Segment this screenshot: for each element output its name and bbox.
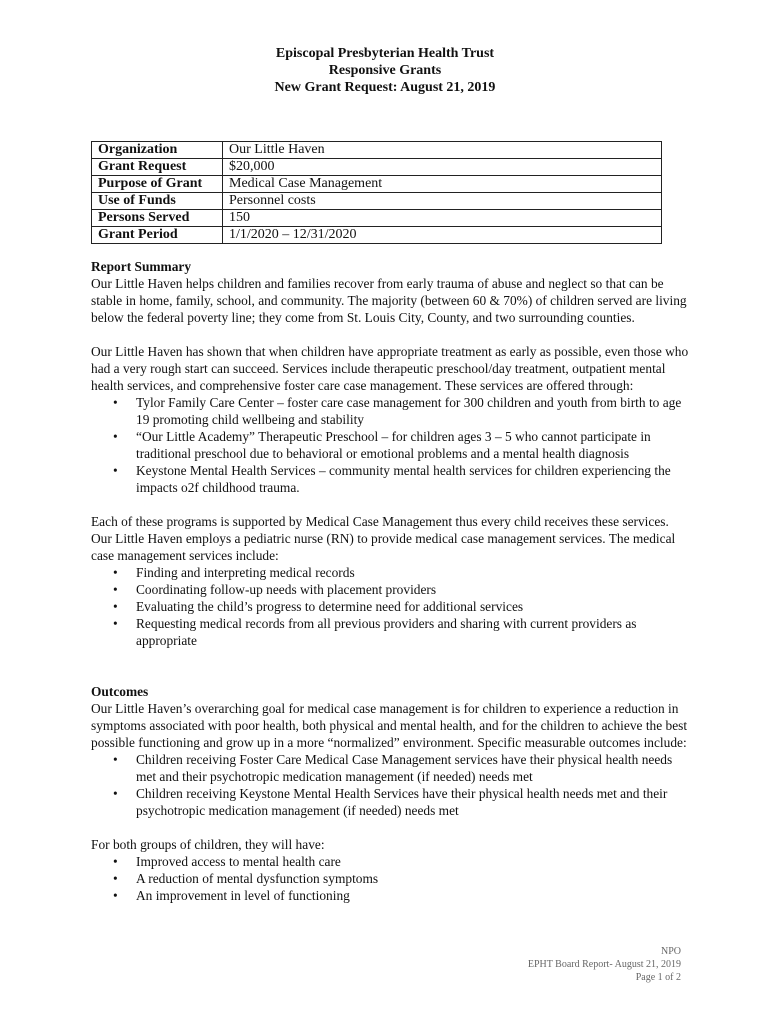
row-label: Grant Period <box>92 227 223 244</box>
bullet-icon: • <box>113 463 118 478</box>
list-item-text: An improvement in level of functioning <box>136 888 350 903</box>
bullet-icon: • <box>113 616 118 631</box>
row-value: Personnel costs <box>223 193 662 210</box>
list-item <box>91 615 691 649</box>
page-number <box>528 971 681 984</box>
bullet-icon: • <box>113 429 118 444</box>
outcomes-paragraph-1: Our Little Haven’s overarching goal for medical case management is for children to experience a reduction in symptoms associated with poor health, both physical and mental health, and for the children to achieve the best possible functioning and grow up in a more “normalized” environment. Specific measurable outcomes include: <box>91 701 688 750</box>
list-item-text: Evaluating the child’s progress to determine need for additional services <box>136 599 524 614</box>
footer-npo: NPO <box>660 946 681 957</box>
row-value: Our Little Haven <box>223 142 662 159</box>
bullet-icon: • <box>113 854 118 869</box>
list-item-text: Keystone Mental Health Services – community mental health services for children experiencing the impacts o2f childhood trauma. <box>136 463 671 495</box>
row-label: Purpose of Grant <box>92 176 223 193</box>
document-body <box>91 258 691 904</box>
summary-paragraph-1: Our Little Haven helps children and families recover from early trauma of abuse and neglect so that can be stable in home, family, school, and community. The majority (between 60 & 70%) of children served are living below the federal poverty line; they come from St. Louis City, County, and two surrounding counties. <box>91 276 687 325</box>
list-item <box>91 887 691 904</box>
bullet-icon: • <box>113 888 118 903</box>
row-label: Persons Served <box>92 210 223 227</box>
row-value: Medical Case Management <box>223 176 662 193</box>
list-item-text: Children receiving Keystone Mental Health Services have their physical health needs met and their psychotropic medication management (if needed) needs met <box>136 786 668 818</box>
grant-info-table <box>91 141 662 244</box>
table-row <box>92 210 662 227</box>
header-request: New Grant Request: August 21, 2019 <box>274 80 496 95</box>
bullet-icon: • <box>113 395 118 410</box>
table-row <box>92 227 662 244</box>
bullet-icon: • <box>113 871 118 886</box>
bullet-icon: • <box>113 752 118 767</box>
outcomes-list <box>91 751 691 819</box>
list-item-text: Coordinating follow-up needs with placement providers <box>136 582 437 597</box>
page-of: of <box>662 972 676 983</box>
list-item <box>91 564 691 581</box>
row-value: 1/1/2020 – 12/31/2020 <box>223 227 662 244</box>
row-label: Use of Funds <box>92 193 223 210</box>
row-value: $20,000 <box>223 159 662 176</box>
report-summary-heading: Report Summary <box>91 259 192 274</box>
bullet-icon: • <box>113 786 118 801</box>
list-item-text: A reduction of mental dysfunction symptoms <box>136 871 379 886</box>
list-item-text: Requesting medical records from all previous providers and sharing with current providers as appropriate <box>136 616 637 648</box>
list-item <box>91 870 691 887</box>
list-item <box>91 598 691 615</box>
row-label: Organization <box>92 142 223 159</box>
table-row <box>92 159 662 176</box>
header-organization: Episcopal Presbyterian Health Trust <box>275 46 495 61</box>
list-item-text: Children receiving Foster Care Medical Case Management services have their physical health needs met and their psychotropic medication management (if needed) needs met <box>136 752 673 784</box>
programs-list <box>91 394 691 496</box>
outcomes-heading: Outcomes <box>91 684 149 699</box>
both-groups-list <box>91 853 691 904</box>
summary-paragraph-2: Our Little Haven has shown that when children have appropriate treatment as early as possible, even those who had a very rough start can succeed. Services include therapeutic preschool/day treatment, outpatient mental health services, and comprehensive foster care case management. These services are offered through: <box>91 344 689 393</box>
services-list <box>91 564 691 649</box>
bullet-icon: • <box>113 565 118 580</box>
list-item <box>91 751 691 785</box>
row-label: Grant Request <box>92 159 223 176</box>
page-current: 1 <box>657 972 663 983</box>
document-header <box>0 45 770 96</box>
table-row <box>92 176 662 193</box>
page-total: 2 <box>676 972 681 983</box>
summary-paragraph-3: Each of these programs is supported by Medical Case Management thus every child receives these services. Our Little Haven employs a pediatric nurse (RN) to provide medical case management services. The medical case management services include: <box>91 514 676 563</box>
list-item <box>91 581 691 598</box>
list-item-text: Improved access to mental health care <box>136 854 341 869</box>
table-row <box>92 142 662 159</box>
page-footer <box>528 945 681 984</box>
footer-report-title: EPHT Board Report- August 21, 2019 <box>527 959 681 970</box>
bullet-icon: • <box>113 582 118 597</box>
page-prefix: Page <box>635 972 658 983</box>
list-item-text: Finding and interpreting medical records <box>136 565 355 580</box>
table-row <box>92 193 662 210</box>
outcomes-paragraph-2: For both groups of children, they will have: <box>91 837 325 852</box>
list-item <box>91 428 691 462</box>
list-item-text: Tylor Family Care Center – foster care case management for 300 children and youth from birth to age 19 promoting child wellbeing and stability <box>136 395 682 427</box>
list-item <box>91 462 691 496</box>
list-item <box>91 785 691 819</box>
list-item <box>91 394 691 428</box>
list-item-text: “Our Little Academy” Therapeutic Preschool – for children ages 3 – 5 who cannot participate in traditional preschool due to behavioral or emotional problems and a mental health diagnosis <box>136 429 651 461</box>
row-value: 150 <box>223 210 662 227</box>
header-program: Responsive Grants <box>328 63 442 78</box>
bullet-icon: • <box>113 599 118 614</box>
list-item <box>91 853 691 870</box>
